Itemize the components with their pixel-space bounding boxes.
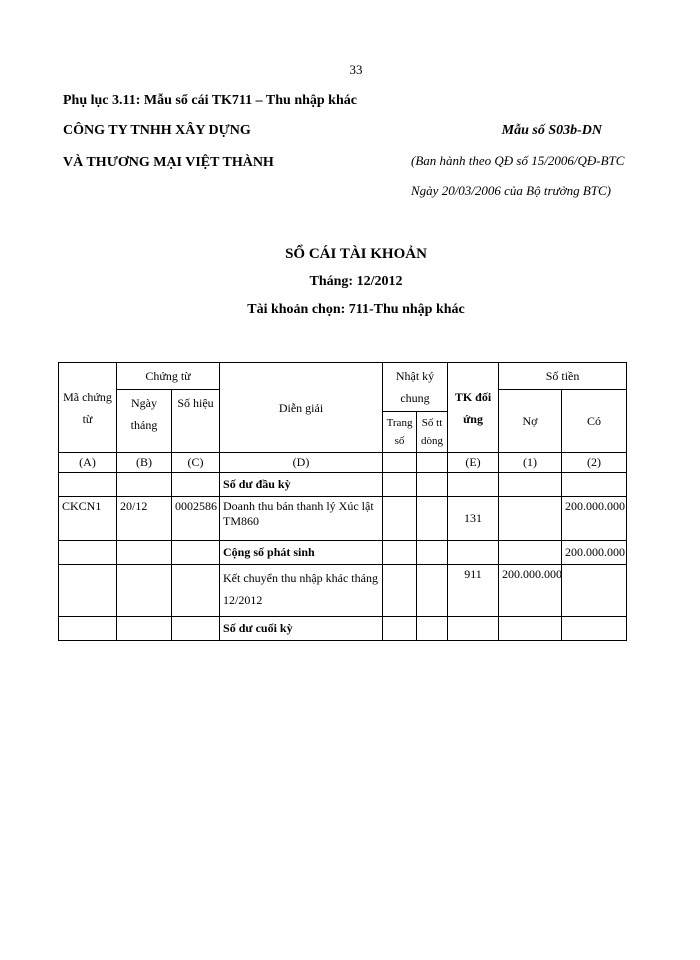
header-chung-tu: Chứng từ (117, 363, 220, 390)
ledger-table (58, 362, 627, 641)
code-cell: (A) (59, 453, 117, 473)
header-tk-doi-ung: TK đối ứng (448, 363, 499, 453)
code-row (59, 453, 627, 473)
code-cell: (B) (117, 453, 172, 473)
row-description: Cộng số phát sinh (220, 541, 383, 565)
row-debit: 200.000.000 (499, 565, 562, 617)
issued-note-line2: Ngày 20/03/2006 của Bộ trưởng BTC) (411, 183, 611, 198)
ledger-account: Tài khoản chọn: 711-Thu nhập khác (247, 302, 465, 317)
row-code: CKCN1 (59, 497, 117, 541)
row-description: Số dư cuối kỳ (220, 617, 383, 641)
code-cell: (D) (220, 453, 383, 473)
ledger-title: SỔ CÁI TÀI KHOẢN (285, 246, 427, 262)
row-description: Kết chuyển thu nhập khác tháng 12/2012 (220, 565, 383, 617)
code-cell (383, 453, 417, 473)
header-co: Có (562, 390, 627, 453)
row-credit: 200.000.000 (562, 497, 627, 541)
header-so-hieu: Số hiệu (172, 390, 220, 453)
code-cell: (C) (172, 453, 220, 473)
issued-note-line1: (Ban hành theo QĐ số 15/2006/QĐ-BTC (411, 153, 625, 168)
company-name-line2: VÀ THƯƠNG MẠI VIỆT THÀNH (63, 155, 274, 170)
code-cell: (2) (562, 453, 627, 473)
appendix-title: Phụ lục 3.11: Mẫu sổ cái TK711 – Thu nhập khác (63, 93, 357, 108)
table-row-transfer (59, 565, 627, 617)
row-description: Doanh thu bán thanh lý Xúc lật TM860 (220, 497, 383, 541)
row-date: 20/12 (117, 497, 172, 541)
header-no: Nợ (499, 390, 562, 453)
row-description: Số dư đầu kỳ (220, 473, 383, 497)
header-ngay-thang: Ngày tháng (117, 390, 172, 453)
row-credit (562, 565, 627, 617)
header-nhat-ky-chung: Nhật ký chung (383, 363, 448, 412)
code-cell: (1) (499, 453, 562, 473)
code-cell (417, 453, 448, 473)
code-cell: (E) (448, 453, 499, 473)
header-ma-chung-tu: Mã chứng từ (59, 363, 117, 453)
form-code: Mẫu số S03b-DN (501, 123, 602, 138)
header-row-1 (59, 363, 627, 390)
header-so-tt-dong: Số tt dòng (417, 412, 448, 453)
header-so-tien: Số tiền (499, 363, 627, 390)
ledger-month: Tháng: 12/2012 (309, 274, 403, 289)
table-row-closing-balance (59, 617, 627, 641)
row-number: 0002586 (172, 497, 220, 541)
page-number: 33 (349, 62, 363, 77)
row-contra-account: 911 (448, 565, 499, 617)
table-row-opening-balance (59, 473, 627, 497)
row-debit (499, 497, 562, 541)
row-credit: 200.000.000 (562, 541, 627, 565)
row-contra-account: 131 (448, 497, 499, 541)
company-name-line1: CÔNG TY TNHH XÂY DỰNG (63, 123, 251, 138)
table-row-entry (59, 497, 627, 541)
table-row-total (59, 541, 627, 565)
header-trang-so: Trang số (383, 412, 417, 453)
header-dien-giai: Diễn giải (220, 363, 383, 453)
